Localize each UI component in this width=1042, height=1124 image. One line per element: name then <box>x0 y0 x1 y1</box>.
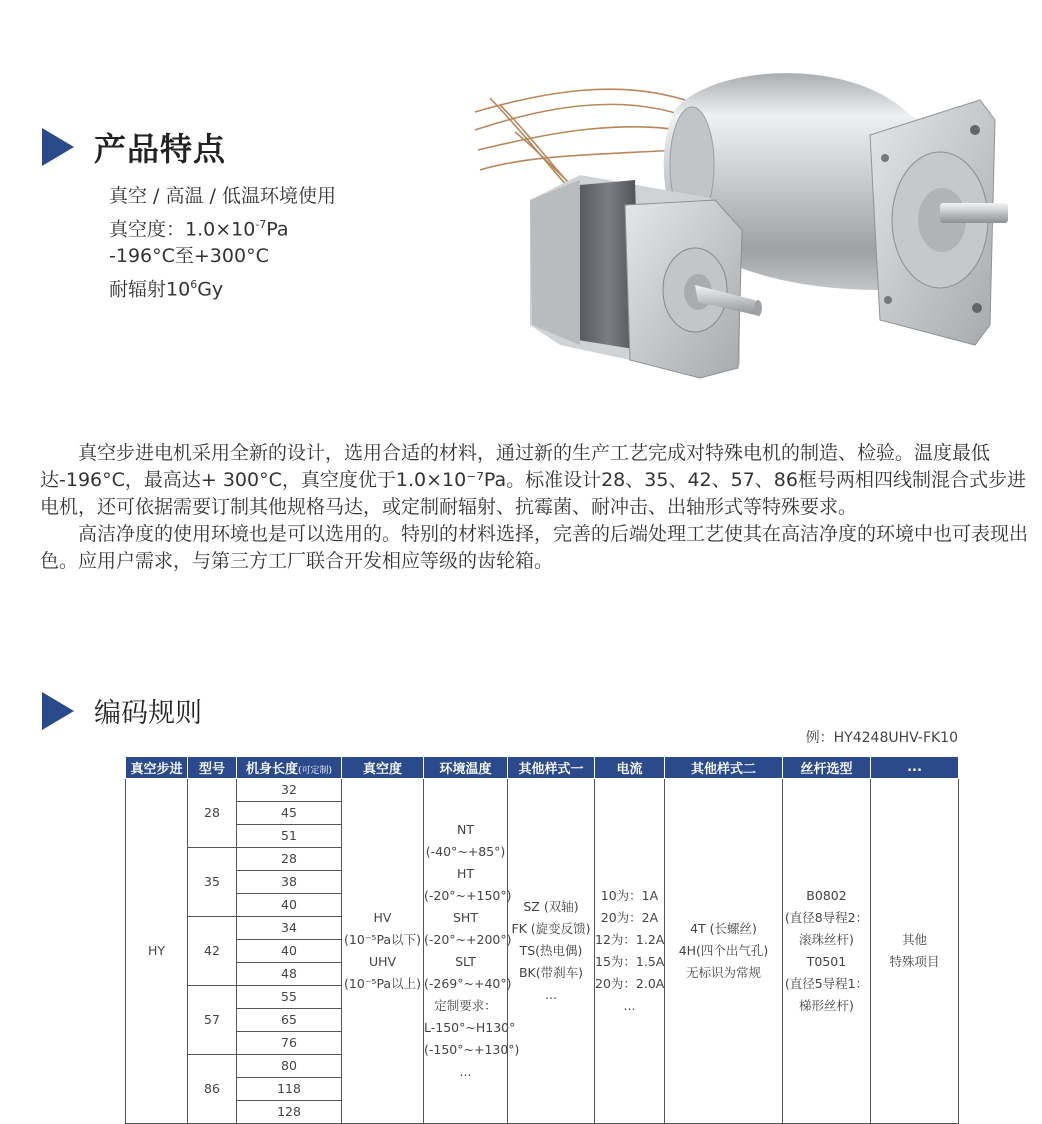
length-cell: 32 <box>237 779 342 802</box>
frame-cell: 42 <box>188 917 237 986</box>
table-header-row <box>126 757 959 779</box>
length-cell: 118 <box>237 1078 342 1101</box>
length-cell: 76 <box>237 1032 342 1055</box>
screw-cell: B0802 (直径8导程2： 滚珠丝杆) T0501 (直径5导程1： 梯形丝杆) <box>783 779 871 1124</box>
feature-item: 耐辐射$10^6Gy$ <box>109 277 224 301</box>
header-cell: 电流 <box>595 757 665 779</box>
series-cell: HY <box>126 779 188 1124</box>
features-heading <box>42 124 226 170</box>
length-cell: 45 <box>237 802 342 825</box>
current-cell: 10为：1A 20为：2A 12为：1.2A 15为：1.5A 20为：2.0A ... <box>595 779 665 1124</box>
table-row <box>126 779 959 802</box>
features-title: 产品特点 <box>94 130 227 168</box>
feature-item: -196°C至+300°C <box>109 245 269 268</box>
length-cell: 34 <box>237 917 342 940</box>
coding-table <box>125 756 959 1124</box>
length-cell: 80 <box>237 1055 342 1078</box>
header-cell: 丝杆选型 <box>783 757 871 779</box>
style1-cell: SZ (双轴) FK (旋变反馈) TS(热电偶) BK(带刹车) ... <box>508 779 595 1124</box>
feature-item: 真空 / 高温 / 低温环境使用 <box>109 185 336 207</box>
intro-paragraph-1: 真空步进电机采用全新的设计，选用合适的材料，通过新的生产工艺完成对特殊电机的制造、检验。温度最低达-196°C，最高达+ 300°C，真空度优于1.0×10⁻⁷Pa。标准设计28、35、42、57、86框号两相四线制混合式步进电机，还可依据需要订制其他规格马达，或定制耐辐射、抗霉菌、耐冲击、出轴形式等特殊要求。 <box>40 442 1026 518</box>
header-cell: 环境温度 <box>424 757 508 779</box>
length-cell: 51 <box>237 825 342 848</box>
header-cell: ... <box>871 757 959 779</box>
header-cell: 其他样式二 <box>665 757 783 779</box>
intro-text <box>40 440 1030 575</box>
length-cell: 40 <box>237 894 342 917</box>
vacuum-cell: HV (10⁻⁵Pa以下) UHV (10⁻⁵Pa以上) <box>342 779 424 1124</box>
header-cell: 其他样式一 <box>508 757 595 779</box>
triangle-icon <box>42 128 74 166</box>
features-list <box>109 183 336 304</box>
feature-item: 真空度：$1.0\times 10^{-7}Pa$ <box>109 217 289 240</box>
motor-photo <box>470 60 1030 380</box>
triangle-icon <box>42 692 74 730</box>
example-code: 例：HY4248UHV-FK10 <box>805 730 958 746</box>
length-cell: 55 <box>237 986 342 1009</box>
intro-paragraph-2: 高洁净度的使用环境也是可以选用的。特别的材料选择，完善的后端处理工艺使其在高洁净度的环境中也可表现出色。应用户需求，与第三方工厂联合开发相应等级的齿轮箱。 <box>40 523 1029 572</box>
frame-cell: 86 <box>188 1055 237 1124</box>
header-cell: 真空步进 <box>126 757 188 779</box>
other-cell: 其他 特殊项目 <box>871 779 959 1124</box>
coding-title: 编码规则 <box>94 698 202 729</box>
header-cell: 机身长度(可定制) <box>237 757 342 779</box>
length-cell: 65 <box>237 1009 342 1032</box>
coding-heading <box>42 691 202 730</box>
style2-cell: 4T (长螺丝) 4H(四个出气孔) 无标识为常规 <box>665 779 783 1124</box>
length-cell: 40 <box>237 940 342 963</box>
header-cell: 真空度 <box>342 757 424 779</box>
length-cell: 38 <box>237 871 342 894</box>
frame-cell: 35 <box>188 848 237 917</box>
length-cell: 128 <box>237 1101 342 1124</box>
length-cell: 48 <box>237 963 342 986</box>
frame-cell: 57 <box>188 986 237 1055</box>
header-cell: 型号 <box>188 757 237 779</box>
frame-cell: 28 <box>188 779 237 848</box>
length-cell: 28 <box>237 848 342 871</box>
temperature-cell: NT (-40°~+85°) HT (-20°~+150°) SHT (-20°~+200°) SLT (-269°~+40°) 定制要求： L-150°~H130° (-150°~+130°) ... <box>424 779 508 1124</box>
